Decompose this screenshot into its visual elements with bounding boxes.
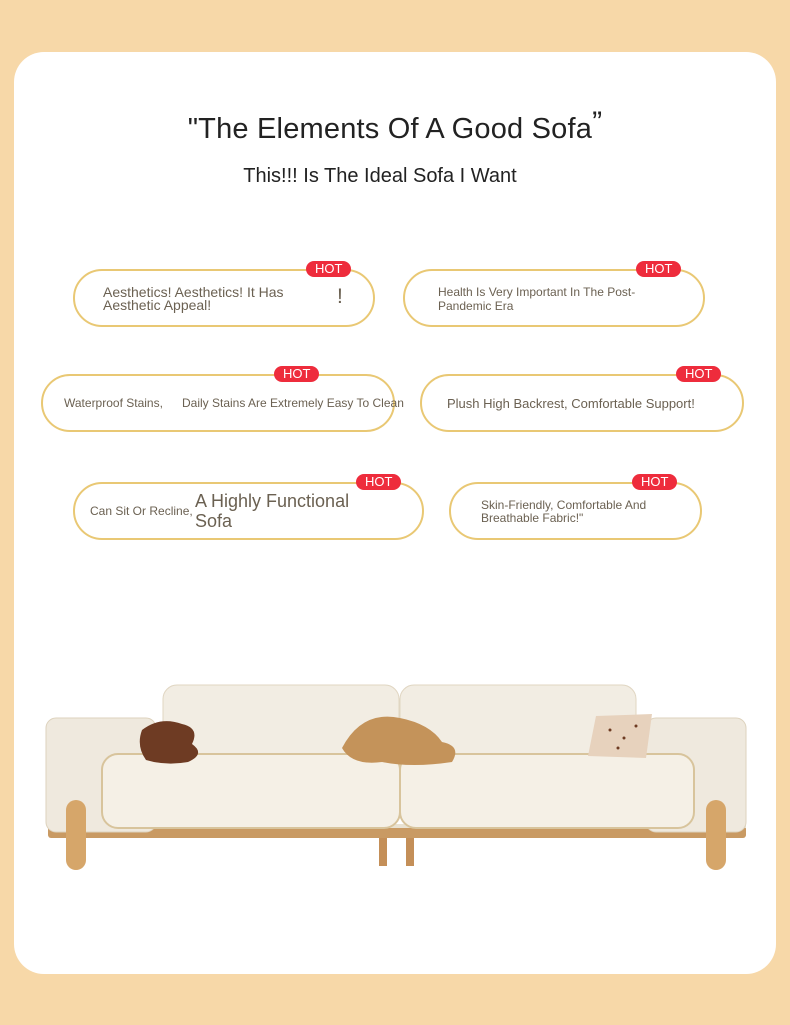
feature-pill-health — [403, 261, 705, 327]
feature-pill-waterproof — [41, 366, 404, 432]
feature-text-emphasis: A Highly Functional Sofa — [195, 491, 350, 531]
feature-pill-aesthetics — [73, 261, 375, 327]
feature-text-emphasis: Daily Stains Are Extremely Easy To Clean — [182, 396, 404, 410]
feature-text: Aesthetics! Aesthetics! It Has Aesthetic Appeal! — [103, 284, 284, 313]
feature-text: Skin-Friendly, Comfortable And Breathable Fabric!" — [481, 498, 647, 525]
feature-text: Health Is Very Important In The Post-Pandemic Era — [438, 285, 636, 313]
page-subtitle: This!!! Is The Ideal Sofa I Want — [243, 165, 517, 187]
hot-badge: HOT — [306, 261, 351, 277]
sofa-image — [40, 672, 752, 882]
hot-badge: HOT — [632, 474, 677, 490]
hot-badge: HOT — [636, 261, 681, 277]
feature-text-mark: ! — [337, 285, 343, 308]
hot-badge: HOT — [676, 366, 721, 382]
feature-text: Can Sit Or Recline, — [90, 504, 193, 518]
hot-badge: HOT — [356, 474, 401, 490]
feature-pill-recline — [73, 474, 424, 540]
feature-pill-fabric — [449, 474, 702, 540]
hot-badge: HOT — [274, 366, 319, 382]
feature-text: Waterproof Stains, — [64, 396, 163, 410]
feature-pill-backrest — [420, 366, 744, 432]
page-title: "The Elements Of A Good Sofa” — [187, 106, 603, 145]
feature-text: Plush High Backrest, Comfortable Support! — [447, 396, 695, 411]
